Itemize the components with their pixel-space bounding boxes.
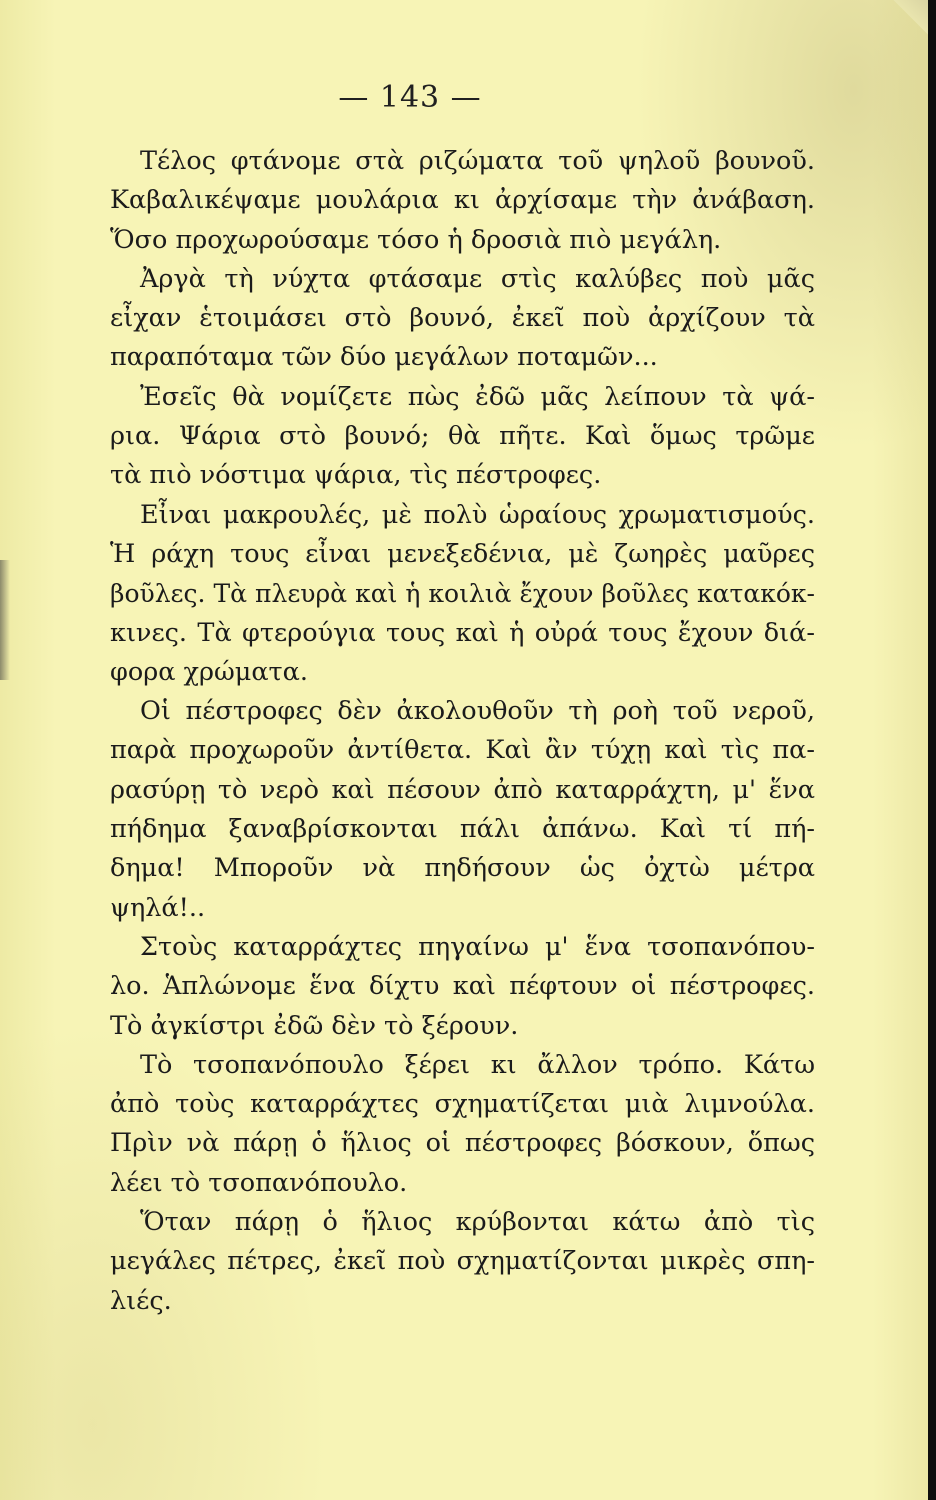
body-text [110,142,815,1321]
page-number: — 143 — [338,80,482,115]
text-line: μεγάλες πέτρες, ἐκεῖ ποὺ σχηματίζονται μικρὲς σπη- [110,1246,815,1277]
text-line: παρὰ προχωροῦν ἀντίθετα. Καὶ ἂν τύχῃ καὶ τὶς πα- [110,735,815,766]
text-line: παραπόταμα τῶν δύο μεγάλων ποταμῶν... [110,342,658,373]
text-line: Στοὺς καταρράχτες πηγαίνω μ' ἕνα τσοπανόπου- [140,931,815,962]
page-edge-shadow [0,560,10,680]
text-line: εἶχαν ἑτοιμάσει στὸ βουνό, ἐκεῖ ποὺ ἀρχίζουν τὰ [110,303,815,334]
text-line: πήδημα ξαναβρίσκονται πάλι ἀπάνω. Καὶ τί πή- [110,814,815,845]
text-line: Ἐσεῖς θὰ νομίζετε πὼς ἐδῶ μᾶς λείπουν τὰ ψά- [140,381,815,412]
text-line: ἀπὸ τοὺς καταρράχτες σχηματίζεται μιὰ λιμνούλα. [110,1089,815,1120]
text-line: Πρὶν νὰ πάρῃ ὁ ἥλιος οἱ πέστροφες βόσκουν, ὅπως [110,1128,815,1159]
text-line: Τὸ τσοπανόπουλο ξέρει κι ἄλλον τρόπο. Κάτω [140,1049,815,1080]
text-line: βοῦλες. Τὰ πλευρὰ καὶ ἡ κοιλιὰ ἔχουν βοῦλες κατακόκ- [110,579,815,609]
text-line: Ἀργὰ τὴ νύχτα φτάσαμε στὶς καλύβες ποὺ μᾶς [140,263,815,294]
text-line: Καβαλικέψαμε μουλάρια κι ἀρχίσαμε τὴν ἀνάβαση. [110,185,815,216]
text-line: φορα χρώματα. [110,656,308,687]
text-line: δημα! Μποροῦν νὰ πηδήσουν ὡς ὀχτὼ μέτρα [110,853,815,884]
text-line: ρασύρῃ τὸ νερὸ καὶ πέσουν ἀπὸ καταρράχτη, μ' ἕνα [110,774,815,805]
text-line: ψηλά!.. [110,892,206,923]
text-line: Εἶναι μακρουλές, μὲ πολὺ ὡραίους χρωματισμούς. [140,499,815,530]
text-line: λιές. [110,1285,172,1316]
text-line: Οἱ πέστροφες δὲν ἀκολουθοῦν τὴ ροὴ τοῦ νεροῦ, [140,696,815,727]
text-line: κινες. Τὰ φτερούγια τους καὶ ἡ οὐρά τους ἔχουν διά- [110,617,815,648]
text-line: λέει τὸ τσοπανόπουλο. [110,1167,408,1198]
page-corner-fold [892,0,928,40]
text-line: Τὸ ἀγκίστρι ἐδῶ δὲν τὸ ξέρουν. [110,1010,519,1041]
text-line: Τέλος φτάνομε στὰ ριζώματα τοῦ ψηλοῦ βουνοῦ. [140,146,815,176]
text-line: Ἡ ράχη τους εἶναι μενεξεδένια, μὲ ζωηρὲς μαῦρες [110,538,815,569]
text-line: ρια. Ψάρια στὸ βουνό; θὰ πῆτε. Καὶ ὅμως τρῶμε [110,421,815,452]
text-line: Ὅσο προχωρούσαμε τόσο ἡ δροσιὰ πιὸ μεγάλη. [110,224,722,255]
text-line: Ὅταν πάρῃ ὁ ἥλιος κρύβονται κάτω ἀπὸ τὶς [140,1207,815,1238]
text-line: τὰ πιὸ νόστιμα ψάρια, τὶς πέστροφες. [110,460,602,491]
text-line: λο. Ἁπλώνομε ἕνα δίχτυ καὶ πέφτουν οἱ πέστροφες. [110,971,815,1002]
